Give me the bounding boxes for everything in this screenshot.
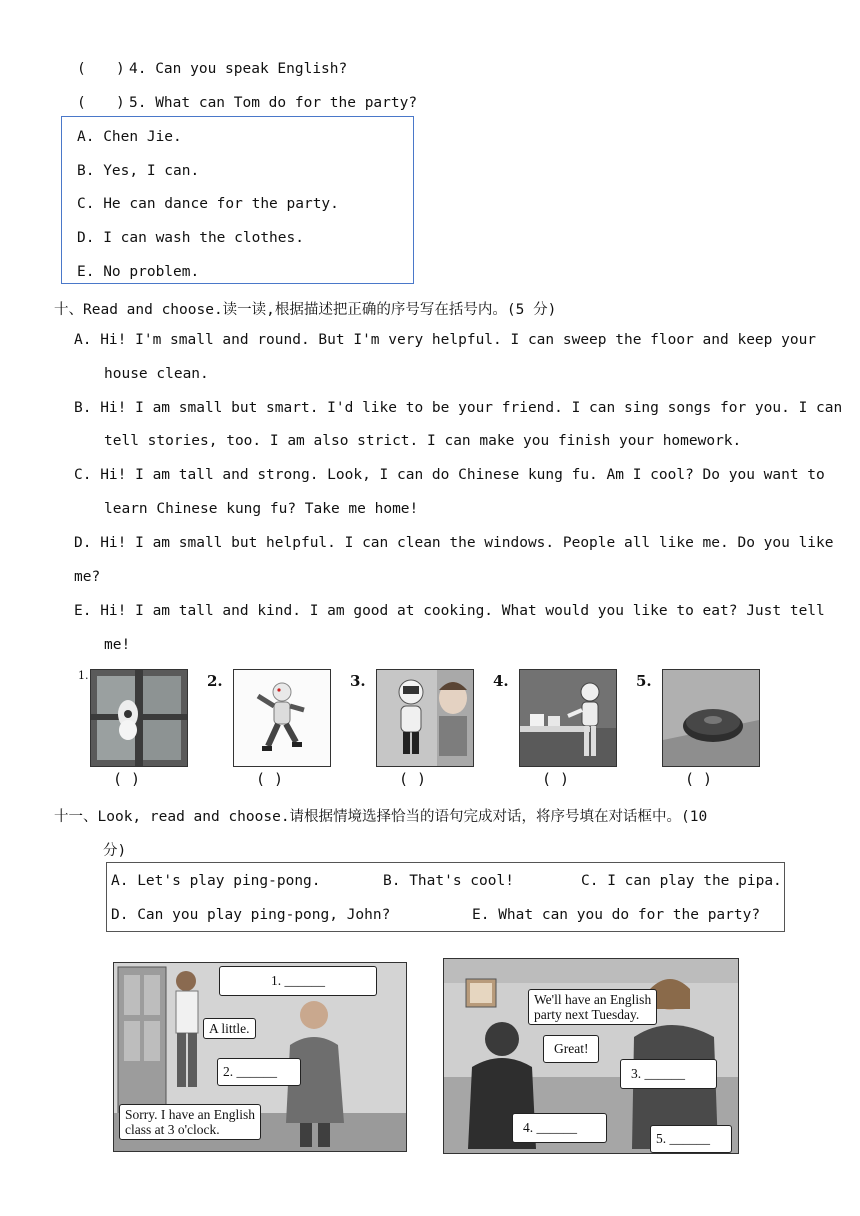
- choice-a: A. Let's play ping-pong.: [111, 873, 321, 889]
- dialogue-scene-1: [113, 962, 407, 1152]
- speech-bubble-1: 1. ______: [219, 966, 377, 996]
- kung-fu-robot-icon: [233, 669, 331, 767]
- description-e-line2: me!: [104, 637, 131, 653]
- answer-paren-close: ): [116, 61, 125, 77]
- option-d: D. I can wash the clothes.: [77, 230, 304, 246]
- section-eleven-heading-line1: 十一、Look, read and choose.请根据情境选择恰当的语句完成对话，将序号填在对话框中。(10: [54, 809, 708, 825]
- picture-number: 4.: [493, 672, 509, 690]
- choice-d: D. Can you play ping-pong, John?: [111, 907, 391, 923]
- speech-bubble-5: 5. ______: [650, 1125, 732, 1153]
- choice-e: E. What can you do for the party?: [472, 907, 761, 923]
- sorry-line2: class at 3 o'clock.: [125, 1122, 220, 1137]
- sorry-line1: Sorry. I have an English: [125, 1107, 255, 1122]
- description-d-line1: D. Hi! I am small but helpful. I can clean the windows. People all like me. Do you like: [74, 535, 834, 551]
- picture-number: 5.: [636, 672, 652, 690]
- question-text: 5. What can Tom do for the party?: [129, 95, 418, 111]
- question-text: 4. Can you speak English?: [129, 61, 348, 77]
- answer-paren-3: ( ): [399, 770, 427, 788]
- speech-bubble-4: 4. ______: [512, 1113, 607, 1143]
- dialogue-scene-2: [443, 958, 739, 1154]
- answer-paren-1: ( ): [113, 770, 141, 788]
- section-eleven-heading-line2: 分): [103, 843, 127, 859]
- party-line2: party next Tuesday.: [534, 1007, 640, 1022]
- answer-paren-open: (: [77, 95, 86, 111]
- section-ten-heading: 十、Read and choose.读一读,根据描述把正确的序号写在括号内。(5 分): [54, 302, 557, 318]
- option-a: A. Chen Jie.: [77, 129, 182, 145]
- picture-number: 3.: [350, 672, 366, 690]
- speech-bubble-3: 3. ______: [620, 1059, 717, 1089]
- answer-paren-4: ( ): [542, 770, 570, 788]
- description-b-line2: tell stories, too. I am also strict. I can make you finish your homework.: [104, 433, 742, 449]
- picture-number: 2.: [207, 672, 223, 690]
- choice-c: C. I can play the pipa.: [581, 873, 782, 889]
- speech-bubble-little: A little.: [203, 1018, 256, 1039]
- description-c-line1: C. Hi! I am tall and strong. Look, I can do Chinese kung fu. Am I cool? Do you want to: [74, 467, 825, 483]
- choice-b: B. That's cool!: [383, 873, 514, 889]
- speech-bubble-party: [528, 989, 657, 1025]
- option-e: E. No problem.: [77, 264, 200, 280]
- speech-bubble-great: Great!: [543, 1035, 599, 1063]
- cooking-robot-icon: [519, 669, 617, 767]
- description-a-line2: house clean.: [104, 366, 209, 382]
- description-d-line2: me?: [74, 569, 101, 585]
- speech-bubble-2: 2. ______: [217, 1058, 301, 1086]
- answer-paren-close: ): [116, 95, 125, 111]
- description-b-line1: B. Hi! I am small but smart. I'd like to be your friend. I can sing songs for you. I can: [74, 400, 843, 416]
- window-cleaning-robot-icon: [90, 669, 188, 767]
- description-c-line2: learn Chinese kung fu? Take me home!: [104, 501, 419, 517]
- sweeping-robot-icon: [662, 669, 760, 767]
- party-line1: We'll have an English: [534, 992, 652, 1007]
- option-c: C. He can dance for the party.: [77, 196, 339, 212]
- robot-with-boy-icon: [376, 669, 474, 767]
- picture-number: 1.: [78, 669, 89, 682]
- answer-paren-2: ( ): [256, 770, 284, 788]
- description-a-line1: A. Hi! I'm small and round. But I'm very helpful. I can sweep the floor and keep your: [74, 332, 817, 348]
- description-e-line1: E. Hi! I am tall and kind. I am good at cooking. What would you like to eat? Just tell: [74, 603, 825, 619]
- option-b: B. Yes, I can.: [77, 163, 200, 179]
- answer-paren-open: (: [77, 61, 86, 77]
- speech-bubble-sorry: [119, 1104, 261, 1140]
- answer-paren-5: ( ): [685, 770, 713, 788]
